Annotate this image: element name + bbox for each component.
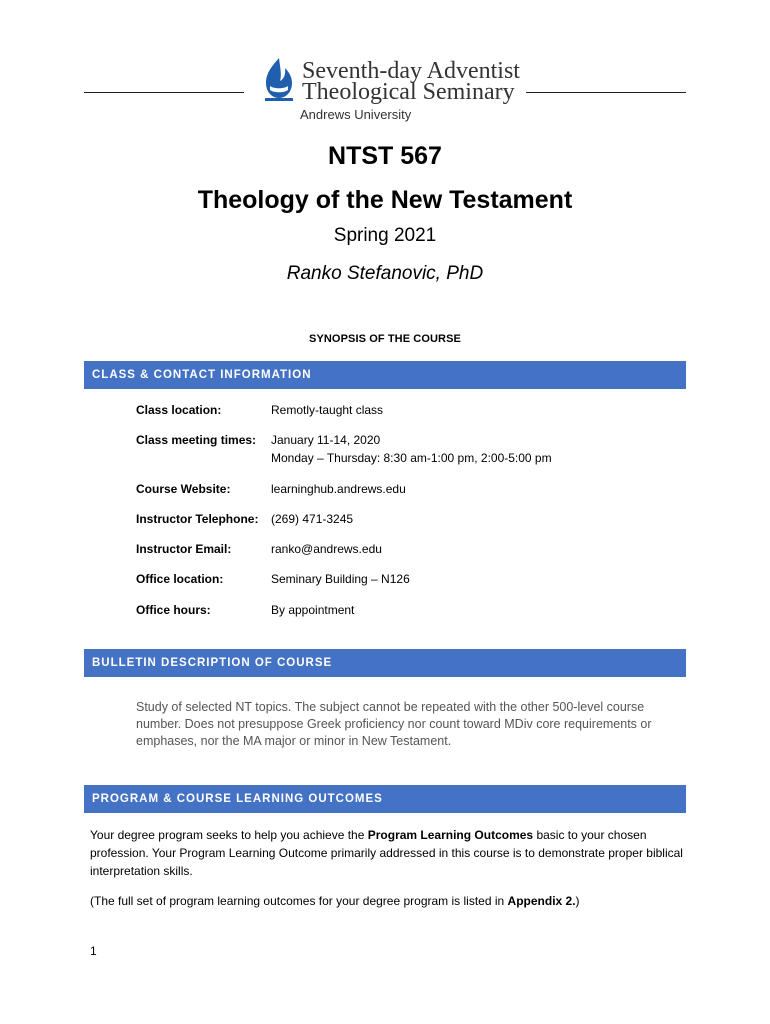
section-bar-bulletin: BULLETIN DESCRIPTION OF COURSE xyxy=(84,649,686,677)
outcomes-text-start: Your degree program seeks to help you achieve the xyxy=(90,828,368,842)
logo-subtitle: Andrews University xyxy=(300,107,412,122)
course-website-label: Course Website: xyxy=(136,482,231,496)
logo-title-line2: Theological Seminary xyxy=(302,79,515,105)
meeting-times-label: Class meeting times: xyxy=(136,433,257,447)
course-website-value: learninghub.andrews.edu xyxy=(271,482,406,496)
instructor-email-value: ranko@andrews.edu xyxy=(271,542,382,556)
meeting-dates-value: January 11-14, 2020 xyxy=(271,433,381,447)
course-title: Theology of the New Testament xyxy=(197,186,573,214)
course-code: NTST 567 xyxy=(328,142,442,170)
instructor-telephone-label: Instructor Telephone: xyxy=(136,512,259,526)
instructor-telephone-value: (269) 471-3245 xyxy=(271,512,354,526)
class-location-value: Remotly-taught class xyxy=(271,403,384,417)
header-rule-right xyxy=(526,92,686,93)
appendix-note-end: ) xyxy=(575,894,580,908)
appendix-reference: Appendix 2. xyxy=(507,894,576,908)
course-term: Spring 2021 xyxy=(333,225,437,246)
outcomes-paragraph xyxy=(90,826,684,880)
appendix-note-start: (The full set of program learning outcomes for your degree program is listed in xyxy=(90,894,508,908)
instructor-email-label: Instructor Email: xyxy=(136,542,232,556)
class-location-label: Class location: xyxy=(136,403,222,417)
header-rule-left xyxy=(84,92,244,93)
page-number: 1 xyxy=(90,944,97,958)
logo-title-line1: Seventh-day Adventist xyxy=(302,58,520,84)
bulletin-description: Study of selected NT topics. The subject cannot be repeated with the other 500-level course number. Does not presuppose Greek proficiency nor count toward MDiv core requirements or emphases, nor the MA major or minor in New Testament. xyxy=(136,700,652,748)
office-location-value: Seminary Building – N126 xyxy=(271,572,410,586)
office-hours-value: By appointment xyxy=(271,603,355,617)
program-learning-outcomes-term: Program Learning Outcomes xyxy=(367,828,534,842)
synopsis-heading: SYNOPSIS OF THE COURSE xyxy=(309,333,461,345)
meeting-hours-value: Monday – Thursday: 8:30 am-1:00 pm, 2:00-5:00 pm xyxy=(271,451,552,465)
office-location-label: Office location: xyxy=(136,572,224,586)
section-bar-outcomes: PROGRAM & COURSE LEARNING OUTCOMES xyxy=(84,785,686,813)
office-hours-label: Office hours: xyxy=(136,603,211,617)
instructor-name: Ranko Stefanovic, PhD xyxy=(286,263,484,284)
section-bar-contact: CLASS & CONTACT INFORMATION xyxy=(84,361,686,389)
seminary-logo-icon xyxy=(262,56,296,102)
appendix-note xyxy=(90,892,684,910)
outcomes-text-end: basic to your chosen profession. Your Program Learning Outcome primarily addressed in this course is to demonstrate proper biblical interpretation skills. xyxy=(90,828,683,878)
